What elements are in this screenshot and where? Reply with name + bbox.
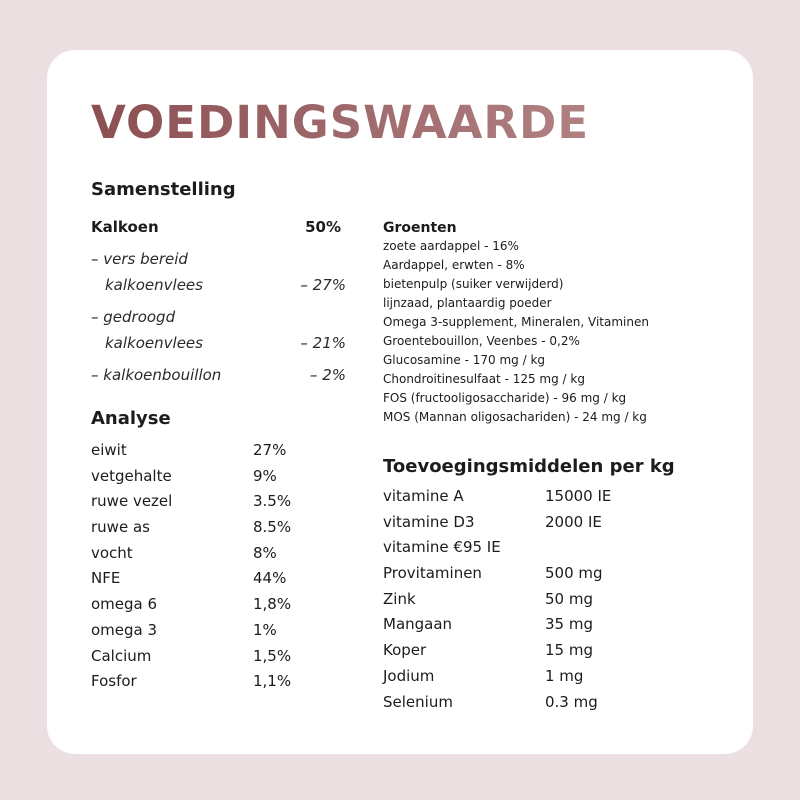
samenstelling-heading: Samenstelling [91, 179, 236, 200]
list-item: MOS (Mannan oligosachariden) - 24 mg / kg [383, 410, 647, 424]
analyse-label: Calcium [91, 646, 152, 665]
table-row [91, 464, 331, 490]
toevoeging-label: Mangaan [383, 615, 453, 634]
table-row [91, 438, 331, 464]
analyse-value: 3.5% [253, 492, 292, 511]
toevoeging-label: vitamine A [383, 487, 464, 505]
analyse-value: 1,1% [253, 672, 292, 691]
toevoeging-heading: Toevoegingsmiddelen per kg [383, 456, 675, 477]
analyse-label: ruwe as [91, 518, 150, 537]
toevoeging-value: 50 mg [545, 589, 593, 608]
composition-list [91, 246, 346, 394]
toevoeging-label: Selenium [383, 692, 453, 711]
toevoeging-label: vitamine D3 [383, 512, 475, 531]
list-item: bietenpulp (suiker verwijderd) [383, 277, 564, 291]
composition-main-pct: 50% [305, 218, 341, 236]
groenten-heading: Groenten [383, 220, 457, 236]
analyse-value: 1% [253, 620, 277, 639]
toevoeging-value: 2000 IE [545, 512, 602, 531]
toevoeging-value: 15 mg [545, 641, 593, 660]
table-row [91, 515, 331, 541]
analyse-label: ruwe vezel [91, 492, 173, 511]
toevoeging-value: 35 mg [545, 615, 593, 634]
toevoeging-value: 1 mg [545, 666, 584, 685]
table-row [91, 618, 331, 644]
composition-item-text: – gedroogd [91, 308, 176, 326]
list-item: lijnzaad, plantaardig poeder [383, 296, 552, 310]
list-item: Groentebouillon, Veenbes - 0,2% [383, 334, 580, 348]
analyse-value: 1,8% [253, 595, 292, 614]
toevoeging-value: 0.3 mg [545, 692, 598, 711]
composition-item-text: kalkoenvlees [105, 276, 203, 294]
table-row [383, 510, 683, 536]
analyse-label: vocht [91, 543, 133, 562]
list-item: Chondroitinesulfaat - 125 mg / kg [383, 372, 585, 386]
toevoeging-label: Jodium [383, 666, 435, 685]
table-row [383, 690, 683, 716]
list-item: Aardappel, erwten - 8% [383, 258, 525, 272]
toevoeging-value: 15000 IE [545, 487, 612, 505]
analyse-value: 8% [253, 543, 277, 562]
table-row [91, 644, 331, 670]
table-row [383, 612, 683, 638]
table-row [383, 587, 683, 613]
analyse-value: 27% [253, 441, 287, 459]
list-item: Glucosamine - 170 mg / kg [383, 353, 546, 367]
composition-item-amount: – 2% [309, 366, 346, 384]
composition-main-label: Kalkoen [91, 218, 159, 236]
toevoeging-table [383, 484, 683, 715]
table-row [91, 541, 331, 567]
toevoeging-label: Koper [383, 641, 427, 660]
analyse-label: omega 6 [91, 595, 158, 614]
table-row [91, 669, 331, 695]
table-row [383, 561, 683, 587]
list-item: zoete aardappel - 16% [383, 239, 519, 253]
composition-item-text: – vers bereid [91, 250, 188, 268]
toevoeging-label: Provitaminen [383, 564, 482, 583]
analyse-label: omega 3 [91, 620, 158, 639]
composition-item [91, 304, 346, 356]
analyse-heading: Analyse [91, 408, 171, 429]
table-row [383, 638, 683, 664]
analyse-value: 8.5% [253, 518, 292, 537]
table-row [383, 484, 683, 510]
table-row [383, 535, 683, 561]
analyse-label: vetgehalte [91, 466, 172, 485]
analyse-label: NFE [91, 569, 121, 588]
toevoeging-value: 500 mg [545, 564, 603, 583]
list-item: FOS (fructooligosaccharide) - 96 mg / kg [383, 391, 627, 405]
toevoeging-label: Zink [383, 589, 416, 608]
analyse-table [91, 438, 331, 695]
list-item: Omega 3-supplement, Mineralen, Vitaminen [383, 315, 649, 329]
composition-item-text: kalkoenvlees [105, 334, 203, 352]
table-row [91, 566, 331, 592]
composition-item [91, 362, 346, 388]
composition-item-text: – kalkoenbouillon [91, 366, 222, 384]
groenten-section [383, 219, 723, 427]
table-row [383, 664, 683, 690]
table-row [91, 489, 331, 515]
analyse-label: eiwit [91, 441, 127, 459]
table-row [91, 592, 331, 618]
analyse-label: Fosfor [91, 672, 137, 691]
groenten-list [383, 237, 723, 427]
composition-main-row [91, 216, 341, 238]
toevoeging-label: vitamine €95 IE [383, 538, 501, 557]
analyse-value: 1,5% [253, 646, 292, 665]
composition-item [91, 246, 346, 298]
composition-item-amount: – 27% [300, 276, 346, 294]
nutrition-card [47, 50, 753, 754]
page-title: VOEDINGSWAARDE [91, 93, 589, 153]
analyse-value: 9% [253, 466, 277, 485]
analyse-value: 44% [253, 569, 287, 588]
composition-item-amount: – 21% [300, 334, 346, 352]
